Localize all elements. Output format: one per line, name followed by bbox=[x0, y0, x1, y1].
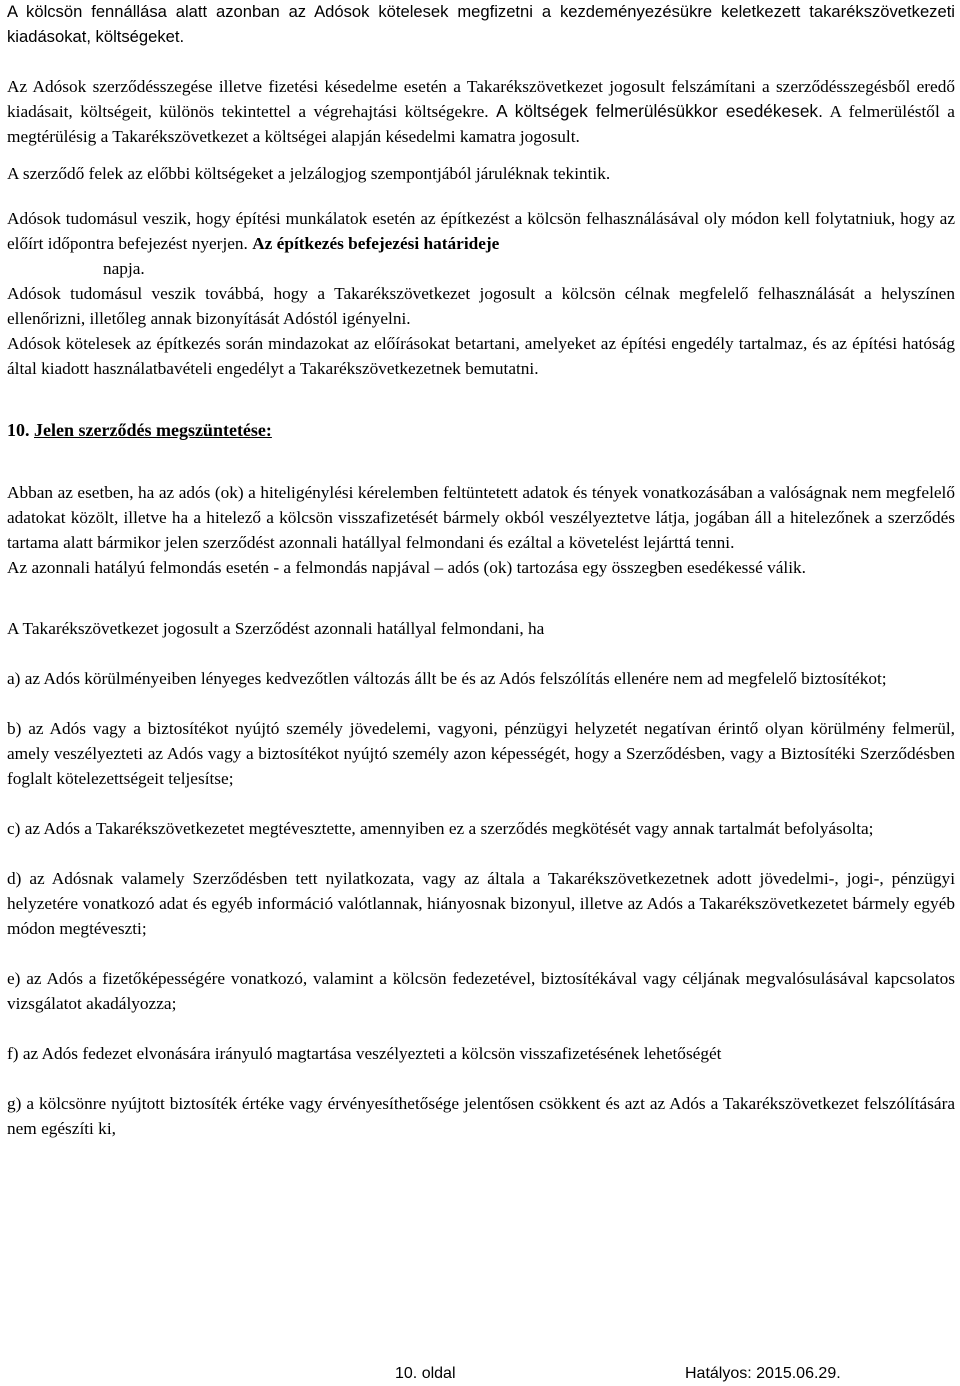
breach-costs-text: Az Adósok szerződésszegése illetve fizetési késedelme esetén a Takarékszövetkezet jogosult felszámítani a szerződésszegésből eredő kiadásait, költségeit, különös tekintettel a végrehajtási költségekre. bbox=[7, 77, 955, 121]
late-interest-text: A felmerüléstől a megtérülésig a Takarékszövetkezet a költségei alapján késedelmi kamatra jogosult. bbox=[7, 102, 955, 146]
effective-date: Hatályos: 2015.06.29. bbox=[685, 1365, 841, 1382]
paragraph-breach-costs bbox=[7, 74, 955, 149]
document-page bbox=[7, 0, 955, 1141]
termination-intro: A Takarékszövetkezet jogosult a Szerződést azonnali hatállyal felmondani, ha bbox=[7, 619, 545, 638]
paragraph-permits: Adósok kötelesek az építkezés során mindazokat az előírásokat betartani, amelyeket az építési engedély tartalmaz, és az építési hatóság által kiadott használatbavételi engedélyt a Takarékszövetkezetnek bemutatni. bbox=[7, 334, 955, 378]
termination-item-e: e) az Adós a fizetőképességére vonatkozó, valamint a kölcsön fedezetével, biztosítékával vagy céljának megvalósulásával kapcsolatos vizsgálatot akadályozza; bbox=[7, 969, 955, 1013]
section-number: 10. bbox=[7, 420, 34, 440]
termination-item-a: a) az Adós körülményeiben lényeges kedvezőtlen változás állt be és az Adós felszólítás ellenére nem ad megfelelő biztosítékot; bbox=[7, 669, 887, 688]
section-heading bbox=[7, 418, 955, 443]
construction-deadline-label: Az építkezés befejezési határideje bbox=[252, 234, 500, 253]
paragraph-construction bbox=[7, 206, 955, 256]
termination-item-c: c) az Adós a Takarékszövetkezetet megtévesztette, amennyiben ez a szerződés megkötését vagy annak tartalmát befolyásolta; bbox=[7, 819, 874, 838]
paragraph-immediate-due: Az azonnali hatályú felmondás esetén - a felmondás napjával – adós (ok) tartozása egy összegben esedékessé válik. bbox=[7, 558, 806, 577]
paragraph-costs-during-loan: A kölcsön fennállása alatt azonban az Adósok kötelesek megfizetni a kezdeményezésükre keletkezett takarékszövetkezeti kiadásokat, költségeket. bbox=[7, 2, 955, 46]
deadline-day-text: napja. bbox=[103, 259, 145, 278]
termination-item-d: d) az Adósnak valamely Szerződésben tett nyilatkozata, vagy az általa a Takarékszövetkezetnek adott jövedelmi-, jogi-, pénzügyi helyzetére vonatkozó adat és egyéb információ valótlannak, hiányosnak bizonyul, illetve az Adós a Takarékszövetkezetet bármely egyéb módon megtéveszti; bbox=[7, 869, 955, 938]
costs-due-text: A költségek felmerülésükkor esedékesek. bbox=[496, 101, 823, 121]
paragraph-termination-grounds: Abban az esetben, ha az adós (ok) a hiteligénylési kérelemben feltüntetett adatok és tények vonatkozásában a valóságnak nem megfelelő adatokat közölt, illetve ha a hitelező a kölcsön visszafizetését bármely okból veszélyeztetve látja, jogában áll a hitelezőnek a szerződés tartama alatt bármikor jelen szerződést azonnali hatállyal felmondani és ezáltal a követelést lejárttá tenni. bbox=[7, 483, 955, 552]
section-title: Jelen szerződés megszüntetése: bbox=[34, 420, 272, 440]
construction-text: Adósok tudomásul veszik, hogy építési munkálatok esetén az építkezést a kölcsön felhasználásával oly módon kell folytatniuk, hogy az előírt időpontra befejezést nyerjen. bbox=[7, 209, 955, 253]
termination-item-g: g) a kölcsönre nyújtott biztosíték értéke vagy érvényesíthetősége jelentősen csökkent és azt az Adós a Takarékszövetkezet felszólítására nem egészíti ki, bbox=[7, 1094, 955, 1138]
termination-item-f: f) az Adós fedezet elvonására irányuló magtartása veszélyezteti a kölcsön visszafizetésének lehetőségét bbox=[7, 1044, 722, 1063]
paragraph-inspection: Adósok tudomásul veszik továbbá, hogy a Takarékszövetkezet jogosult a kölcsön célnak megfelelő felhasználását a helyszínen ellenőrizni, illetőleg annak bizonyítását Adóstól igényelni. bbox=[7, 284, 955, 328]
termination-item-b: b) az Adós vagy a biztosítékot nyújtó személy jövedelemi, vagyoni, pénzügyi helyzetét negatívan érintő olyan körülmény felmerül, amely veszélyezteti az Adós vagy a biztosítékot nyújtó személy azon képességét, hogy a Szerződésben, vagy a Biztosítéki Szerződésben foglalt kötelezettségeit teljesítse; bbox=[7, 719, 955, 788]
page-number: 10. oldal bbox=[395, 1365, 456, 1382]
paragraph-lien-accessory: A szerződő felek az előbbi költségeket a jelzálogjog szempontjából járuléknak tekintik. bbox=[7, 164, 611, 183]
